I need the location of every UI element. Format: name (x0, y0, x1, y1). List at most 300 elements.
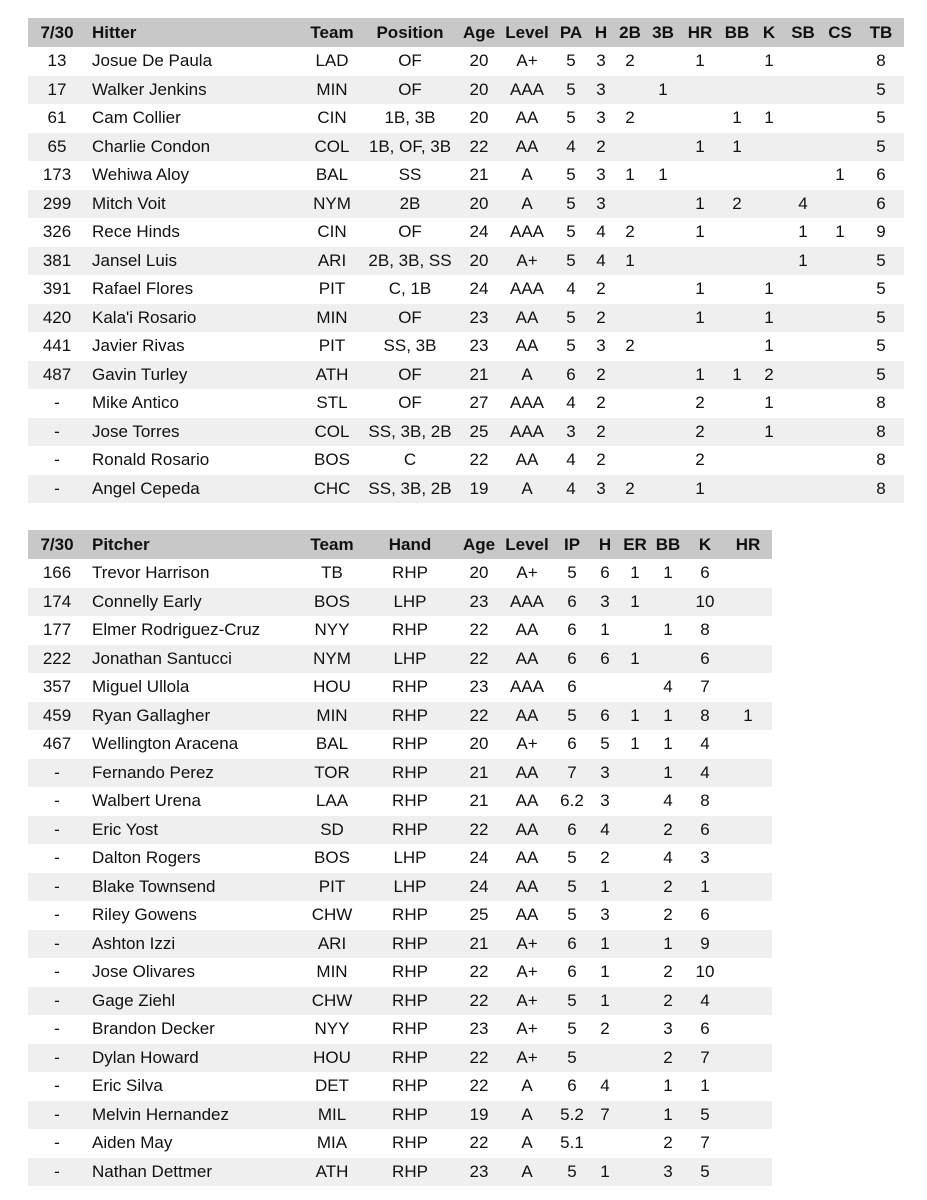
hitters-cell-position: SS (398, 165, 422, 185)
pitchers-cell-hand: RHP (362, 759, 458, 788)
hitters-cell-2b: 2 (614, 475, 646, 504)
hitters-cell-hr (680, 76, 720, 105)
pitchers-cell-h: 3 (590, 588, 620, 617)
hitters-cell-pa: 5 (554, 190, 588, 219)
pitchers-cell-pitcher: Connelly Early (86, 588, 302, 617)
pitchers-cell-ip: 6 (554, 588, 590, 617)
hitters-cell-cs: 1 (835, 165, 845, 185)
hitters-cell-bb (720, 446, 754, 475)
pitchers-cell-level: AA (515, 620, 539, 640)
pitchers-cell-bb: 1 (650, 1101, 686, 1130)
hitters-cell-age: 20 (469, 51, 489, 71)
pitchers-cell-team: MIL (302, 1101, 362, 1130)
hitters-cell-3b: 1 (658, 165, 668, 185)
hitters-cell-7-30: 326 (42, 222, 72, 242)
pitchers-header-7-30: 7/30 (28, 530, 86, 559)
pitchers-cell-bb: 2 (663, 1133, 673, 1153)
pitchers-cell-ip: 6 (554, 645, 590, 674)
hitters-cell-3b (646, 275, 680, 304)
pitchers-cell-pitcher: Dylan Howard (86, 1044, 302, 1073)
pitchers-cell-team: ARI (302, 930, 362, 959)
hitters-cell-cs (822, 418, 858, 447)
pitchers-cell-pitcher: Ryan Gallagher (86, 702, 302, 731)
hitters-cell-hitter: Rafael Flores (92, 279, 194, 299)
hitters-cell-sb (784, 161, 822, 190)
pitchers-cell-age: 23 (469, 677, 489, 697)
pitchers-header-team: Team (302, 530, 362, 559)
hitters-cell-h: 2 (588, 133, 614, 162)
hitters-header-pa: PA (554, 18, 588, 47)
pitchers-cell-bb: 3 (650, 1158, 686, 1187)
pitchers-cell-pitcher: Walbert Urena (92, 791, 201, 811)
hitters-cell-cs (822, 361, 858, 390)
hitters-cell-tb: 8 (876, 393, 886, 413)
pitcher-row (28, 901, 772, 930)
pitchers-cell-team: MIN (316, 962, 348, 982)
pitchers-cell-er (620, 873, 650, 902)
pitchers-cell-bb (650, 645, 686, 674)
pitchers-cell-age: 22 (458, 1044, 500, 1073)
pitchers-cell-bb: 1 (663, 620, 673, 640)
pitchers-cell-level: AA (500, 645, 554, 674)
hitters-cell-2b (614, 361, 646, 390)
hitters-header-cs: CS (822, 18, 858, 47)
hitter-row (28, 218, 904, 247)
pitchers-cell-h: 1 (600, 962, 610, 982)
hitters-cell-tb: 8 (876, 450, 886, 470)
hitters-cell-k: 1 (764, 51, 774, 71)
pitchers-cell-k: 3 (700, 848, 710, 868)
pitchers-cell-ip: 5 (554, 873, 590, 902)
pitcher-row (28, 1044, 772, 1073)
pitchers-cell-bb: 1 (650, 930, 686, 959)
pitchers-header-pitcher: Pitcher (86, 530, 302, 559)
pitchers-cell-7-30: - (28, 759, 86, 788)
pitchers-cell-hand: RHP (392, 1019, 428, 1039)
hitters-cell-h: 2 (596, 450, 606, 470)
pitchers-cell-ip: 6 (567, 1076, 577, 1096)
hitters-cell-7-30: 65 (28, 133, 86, 162)
hitters-cell-bb: 2 (720, 190, 754, 219)
hitters-cell-level: AA (515, 336, 539, 356)
pitchers-cell-h: 1 (590, 987, 620, 1016)
pitchers-cell-7-30: 166 (42, 563, 72, 583)
hitters-cell-pa: 5 (566, 222, 576, 242)
pitcher-row (28, 987, 772, 1016)
hitters-cell-tb: 6 (876, 165, 886, 185)
pitchers-cell-k: 9 (686, 930, 724, 959)
hitters-cell-age: 22 (458, 133, 500, 162)
pitchers-cell-hr (724, 901, 772, 930)
hitters-cell-team: BAL (315, 165, 349, 185)
hitters-cell-team: ATH (302, 361, 362, 390)
hitters-cell-age: 27 (469, 393, 489, 413)
hitters-cell-pa: 5 (554, 304, 588, 333)
pitchers-cell-team: BOS (314, 848, 350, 868)
hitter-row (28, 161, 904, 190)
hitters-cell-3b (646, 133, 680, 162)
hitters-cell-level: A (500, 475, 554, 504)
hitters-cell-level: AAA (509, 279, 545, 299)
pitchers-cell-er (620, 930, 650, 959)
hitters-cell-cs (822, 332, 858, 361)
pitchers-cell-pitcher: Miguel Ullola (92, 677, 190, 697)
hitters-cell-7-30: - (54, 393, 60, 413)
hitters-cell-k: 1 (764, 336, 774, 356)
pitchers-cell-k: 4 (686, 987, 724, 1016)
hitters-cell-h: 3 (588, 76, 614, 105)
hitters-cell-level: A+ (516, 51, 538, 71)
pitchers-cell-pitcher: Wellington Aracena (92, 734, 239, 754)
hitters-cell-pa: 5 (566, 51, 576, 71)
pitchers-header-row (28, 530, 772, 559)
pitchers-cell-bb: 1 (663, 563, 673, 583)
hitters-cell-h: 2 (588, 304, 614, 333)
pitchers-cell-hand: RHP (362, 1044, 458, 1073)
pitchers-cell-age: 23 (458, 1158, 500, 1187)
hitters-cell-age: 25 (458, 418, 500, 447)
pitchers-cell-level: A+ (500, 987, 554, 1016)
pitchers-cell-pitcher: Ashton Izzi (86, 930, 302, 959)
hitters-cell-2b: 1 (625, 165, 635, 185)
pitchers-cell-er (620, 1129, 650, 1158)
pitchers-cell-k: 7 (700, 677, 710, 697)
pitchers-cell-ip: 6.2 (560, 791, 584, 811)
pitchers-cell-er (620, 1101, 650, 1130)
hitters-cell-h: 3 (588, 475, 614, 504)
pitchers-cell-hr (724, 645, 772, 674)
pitchers-cell-hr (724, 930, 772, 959)
pitchers-cell-hr: 1 (724, 702, 772, 731)
hitter-row (28, 361, 904, 390)
hitters-cell-k: 1 (754, 418, 784, 447)
hitters-cell-2b (614, 133, 646, 162)
hitters-cell-hr: 1 (680, 475, 720, 504)
pitchers-header-ip: IP (554, 530, 590, 559)
pitchers-cell-er (620, 1015, 650, 1044)
pitchers-cell-age: 25 (469, 905, 489, 925)
hitters-cell-position: 1B, OF, 3B (362, 133, 458, 162)
hitters-cell-level: A (521, 165, 533, 185)
pitchers-cell-hr (724, 730, 772, 759)
pitchers-cell-pitcher: Brandon Decker (92, 1019, 215, 1039)
hitters-cell-hr: 1 (680, 190, 720, 219)
pitchers-table (28, 530, 772, 1186)
pitchers-cell-bb: 1 (650, 702, 686, 731)
hitter-row (28, 190, 904, 219)
pitchers-cell-team: ATH (302, 1158, 362, 1187)
hitters-cell-pa: 6 (554, 361, 588, 390)
hitters-cell-tb: 6 (858, 190, 904, 219)
hitters-cell-tb: 8 (858, 418, 904, 447)
hitters-cell-position: 2B (362, 190, 458, 219)
pitchers-cell-pitcher: Jonathan Santucci (86, 645, 302, 674)
hitters-cell-position: SS, 3B, 2B (362, 418, 458, 447)
pitchers-header-bb: BB (650, 530, 686, 559)
pitchers-cell-h (590, 1044, 620, 1073)
hitters-header-bb: BB (720, 18, 754, 47)
pitchers-cell-h: 1 (590, 873, 620, 902)
pitcher-row (28, 1101, 772, 1130)
pitchers-cell-hr (724, 1101, 772, 1130)
pitchers-cell-age: 22 (469, 962, 489, 982)
pitcher-row (28, 816, 772, 845)
pitchers-cell-age: 23 (458, 588, 500, 617)
hitters-cell-k (754, 190, 784, 219)
pitchers-cell-ip: 5 (567, 905, 577, 925)
hitters-cell-level: AA (515, 450, 539, 470)
hitters-header-level: Level (500, 18, 554, 47)
pitchers-cell-level: A+ (516, 734, 538, 754)
pitchers-cell-h: 3 (600, 791, 610, 811)
hitters-cell-cs (822, 47, 858, 76)
hitters-cell-tb: 5 (858, 76, 904, 105)
hitters-cell-pa: 5 (566, 336, 576, 356)
hitters-cell-cs (822, 133, 858, 162)
pitchers-cell-ip: 5 (567, 563, 577, 583)
hitters-cell-team: COL (302, 418, 362, 447)
pitchers-cell-pitcher: Melvin Hernandez (86, 1101, 302, 1130)
hitters-cell-hr (680, 104, 720, 133)
pitchers-cell-hr (724, 616, 772, 645)
pitchers-cell-team: TOR (302, 759, 362, 788)
pitchers-cell-hand: RHP (392, 1133, 428, 1153)
hitters-cell-sb (784, 104, 822, 133)
pitchers-cell-team: DET (315, 1076, 349, 1096)
hitters-cell-pa: 5 (566, 165, 576, 185)
pitchers-cell-hr (724, 1015, 772, 1044)
pitchers-cell-pitcher: Aiden May (92, 1133, 173, 1153)
hitters-cell-position: SS, 3B, 2B (362, 475, 458, 504)
hitter-row (28, 76, 904, 105)
hitters-cell-level: AA (515, 108, 539, 128)
pitchers-cell-ip: 6 (554, 930, 590, 959)
pitchers-cell-h: 5 (600, 734, 610, 754)
pitchers-cell-er (620, 844, 650, 873)
hitters-cell-cs (822, 446, 858, 475)
hitters-cell-sb (784, 418, 822, 447)
hitters-cell-position: OF (362, 304, 458, 333)
pitchers-cell-age: 21 (458, 759, 500, 788)
hitters-cell-k: 2 (754, 361, 784, 390)
hitters-cell-hr: 1 (680, 361, 720, 390)
pitchers-cell-ip: 5 (554, 1044, 590, 1073)
hitters-cell-level: AAA (500, 418, 554, 447)
pitchers-cell-hand: LHP (362, 588, 458, 617)
hitters-cell-bb (720, 389, 754, 418)
pitcher-row (28, 873, 772, 902)
hitters-cell-3b (646, 247, 680, 276)
hitters-header-position: Position (362, 18, 458, 47)
pitchers-cell-h: 6 (590, 702, 620, 731)
hitters-cell-hr: 2 (695, 450, 705, 470)
pitchers-cell-bb: 2 (663, 962, 673, 982)
hitters-cell-hitter: Javier Rivas (92, 336, 185, 356)
hitters-cell-hitter: Wehiwa Aloy (92, 165, 190, 185)
hitters-cell-hitter: Rece Hinds (92, 222, 180, 242)
hitters-cell-bb (720, 161, 754, 190)
pitchers-cell-team: LAA (315, 791, 349, 811)
hitters-cell-team: CIN (317, 108, 347, 128)
pitchers-header-h: H (590, 530, 620, 559)
pitchers-cell-level: AA (500, 702, 554, 731)
pitchers-cell-hand: RHP (392, 734, 428, 754)
pitchers-cell-level: A (521, 1133, 533, 1153)
hitters-cell-2b: 2 (625, 51, 635, 71)
hitters-cell-hr (680, 247, 720, 276)
pitchers-cell-level: AA (500, 759, 554, 788)
pitchers-cell-age: 22 (469, 620, 489, 640)
hitters-cell-position: OF (362, 76, 458, 105)
pitchers-cell-hr (724, 1158, 772, 1187)
hitters-cell-team: MIN (302, 304, 362, 333)
hitters-cell-hr (680, 332, 720, 361)
pitchers-cell-level: AA (515, 905, 539, 925)
hitters-cell-h: 3 (596, 336, 606, 356)
hitters-cell-k (754, 76, 784, 105)
pitchers-cell-team: MIN (302, 702, 362, 731)
hitters-cell-team: PIT (318, 279, 346, 299)
pitchers-cell-pitcher: Fernando Perez (86, 759, 302, 788)
pitchers-cell-h: 4 (590, 816, 620, 845)
pitchers-cell-hand: RHP (392, 563, 428, 583)
hitters-cell-sb (784, 389, 822, 418)
pitchers-cell-hand: RHP (392, 677, 428, 697)
pitchers-cell-team: NYM (302, 645, 362, 674)
pitchers-cell-hand: RHP (392, 962, 428, 982)
hitters-cell-k (754, 247, 784, 276)
pitcher-row (28, 1015, 772, 1044)
pitchers-cell-7-30: 174 (28, 588, 86, 617)
hitters-cell-7-30: - (28, 475, 86, 504)
pitchers-cell-7-30: - (54, 1076, 60, 1096)
hitters-cell-position: 1B, 3B (384, 108, 436, 128)
pitchers-header-er: ER (620, 530, 650, 559)
hitters-cell-level: A (500, 190, 554, 219)
hitters-cell-age: 21 (469, 165, 489, 185)
pitchers-cell-7-30: 177 (42, 620, 72, 640)
pitchers-cell-hr (724, 588, 772, 617)
hitters-cell-7-30: 17 (28, 76, 86, 105)
pitchers-cell-team: MIA (316, 1133, 348, 1153)
pitchers-cell-ip: 6 (554, 816, 590, 845)
hitters-cell-hr: 1 (695, 279, 705, 299)
hitters-header-hitter: Hitter (86, 18, 302, 47)
hitters-cell-pa: 4 (566, 393, 576, 413)
pitchers-cell-er (620, 816, 650, 845)
pitchers-cell-er (620, 673, 650, 702)
pitchers-cell-hr (724, 559, 772, 588)
hitters-cell-k: 1 (764, 393, 774, 413)
pitchers-cell-ip: 5 (567, 848, 577, 868)
hitters-cell-position: OF (398, 393, 422, 413)
hitters-cell-h: 4 (588, 247, 614, 276)
pitchers-cell-ip: 5.2 (554, 1101, 590, 1130)
hitters-cell-2b (614, 76, 646, 105)
hitters-cell-age: 20 (469, 108, 489, 128)
pitchers-cell-bb: 2 (650, 816, 686, 845)
hitters-header-tb: TB (858, 18, 904, 47)
pitchers-cell-team: PIT (302, 873, 362, 902)
hitter-row (28, 475, 904, 504)
pitchers-cell-7-30: - (28, 930, 86, 959)
pitchers-cell-bb: 4 (663, 677, 673, 697)
hitters-cell-age: 19 (458, 475, 500, 504)
hitters-cell-team: ARI (302, 247, 362, 276)
pitchers-cell-level: A+ (516, 1019, 538, 1039)
pitchers-header-k: K (686, 530, 724, 559)
pitchers-cell-pitcher: Nathan Dettmer (86, 1158, 302, 1187)
hitters-cell-team: CHC (302, 475, 362, 504)
hitters-cell-sb (784, 304, 822, 333)
hitters-cell-h: 3 (596, 51, 606, 71)
pitchers-cell-er: 1 (630, 734, 640, 754)
pitchers-cell-er (620, 1044, 650, 1073)
pitchers-cell-er (620, 901, 650, 930)
pitchers-cell-team: HOU (313, 677, 351, 697)
pitchers-cell-bb (650, 588, 686, 617)
pitchers-cell-level: AAA (509, 677, 545, 697)
hitters-cell-cs (822, 475, 858, 504)
pitchers-cell-level: AA (500, 873, 554, 902)
pitchers-cell-h: 7 (590, 1101, 620, 1130)
hitters-cell-k (754, 475, 784, 504)
pitchers-cell-h: 2 (600, 848, 610, 868)
pitchers-cell-hand: RHP (362, 987, 458, 1016)
hitters-cell-sb (784, 47, 822, 76)
pitchers-cell-age: 24 (458, 873, 500, 902)
hitters-cell-sb: 1 (784, 247, 822, 276)
pitchers-cell-7-30: - (28, 1158, 86, 1187)
hitters-cell-7-30: 61 (47, 108, 67, 128)
pitcher-row (28, 958, 772, 987)
pitchers-cell-h: 2 (600, 1019, 610, 1039)
hitters-cell-sb (784, 275, 822, 304)
hitters-cell-3b (646, 475, 680, 504)
hitters-cell-tb: 5 (876, 108, 886, 128)
pitchers-cell-level: AA (515, 848, 539, 868)
pitcher-row (28, 759, 772, 788)
hitters-cell-tb: 8 (858, 475, 904, 504)
pitchers-cell-k: 6 (700, 563, 710, 583)
hitters-cell-7-30: 441 (42, 336, 72, 356)
pitcher-row (28, 588, 772, 617)
hitters-cell-2b (614, 190, 646, 219)
hitters-cell-team: COL (302, 133, 362, 162)
pitchers-cell-bb: 3 (663, 1019, 673, 1039)
hitters-cell-3b (646, 361, 680, 390)
pitchers-cell-level: A (500, 1101, 554, 1130)
hitters-cell-tb: 9 (876, 222, 886, 242)
pitcher-row (28, 1072, 772, 1101)
pitchers-cell-hr (724, 673, 772, 702)
hitters-cell-sb (784, 133, 822, 162)
hitters-cell-2b (614, 446, 646, 475)
hitters-cell-bb (720, 76, 754, 105)
hitter-row (28, 332, 904, 361)
hitters-cell-age: 21 (458, 361, 500, 390)
pitcher-row (28, 1129, 772, 1158)
hitters-cell-position: OF (398, 222, 422, 242)
hitters-header-sb: SB (784, 18, 822, 47)
pitchers-cell-team: BOS (302, 588, 362, 617)
hitters-cell-pa: 4 (554, 133, 588, 162)
pitchers-cell-hand: RHP (362, 816, 458, 845)
pitchers-cell-team: BAL (315, 734, 349, 754)
pitchers-cell-hr (724, 873, 772, 902)
hitters-cell-tb: 5 (858, 133, 904, 162)
pitchers-cell-ip: 6 (567, 677, 577, 697)
